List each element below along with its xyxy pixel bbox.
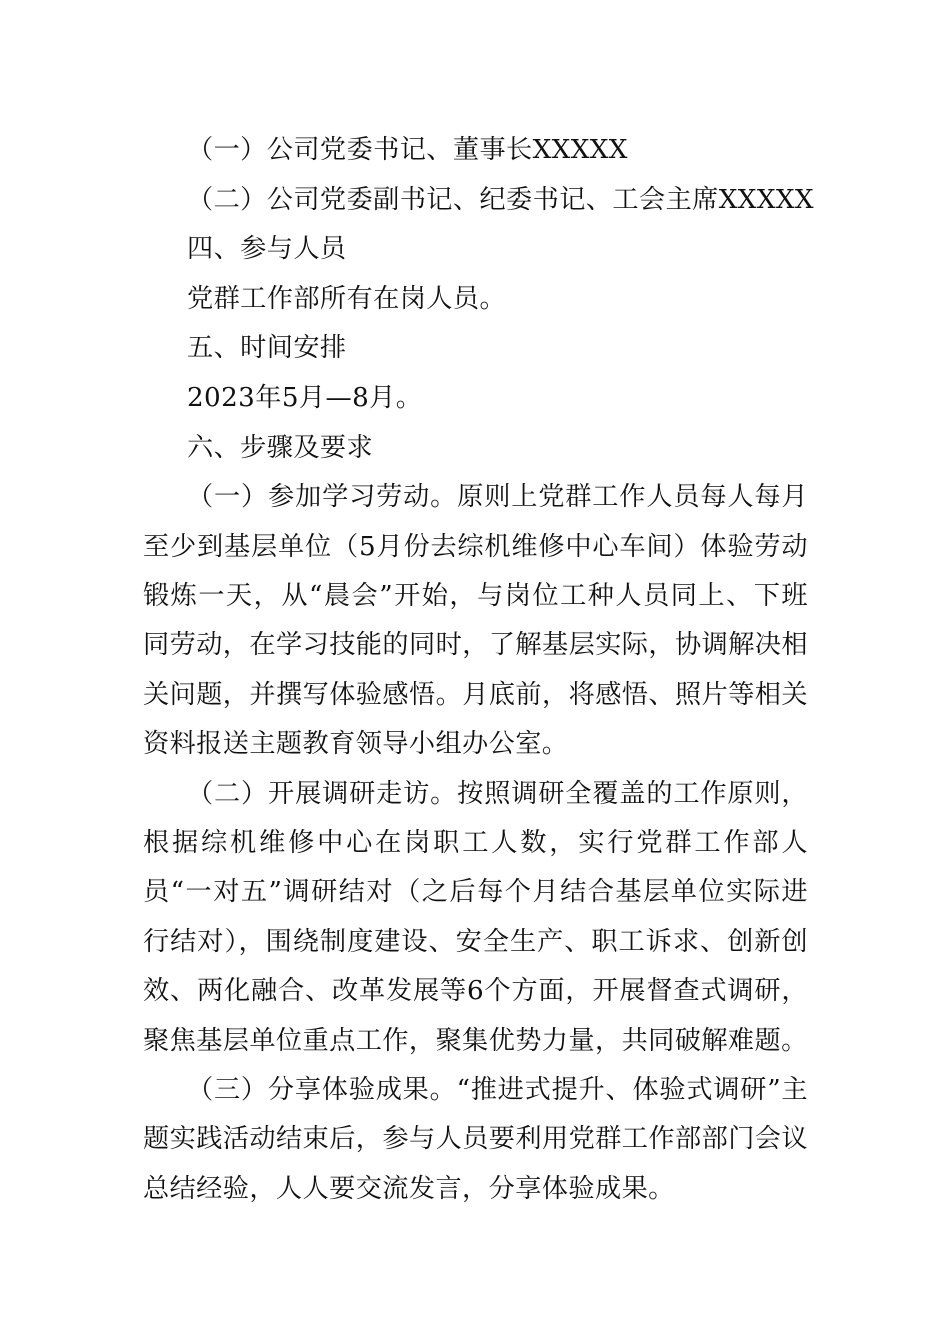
paragraph-research-visits: （二）开展调研走访。按照调研全覆盖的工作原则，根据综机维修中心在岗职工人数，实行党群工作部人员“一对五”调研结对（之后每个月结合基层单位实际进行结对），围绕制度建设、安全生产、职工诉求、创新创效、两化融合、改革发展等6个方面，开展督查式调研，聚焦基层单位重点工作，聚集优势力量，共同破解难题。 xyxy=(143,778,808,1056)
attendee-deputy-secretary: （二）公司党委副书记、纪委书记、工会主席XXXXX xyxy=(187,184,814,215)
participants-text: 党群工作部所有在岗人员。 xyxy=(187,283,507,314)
attendee-party-secretary: （一）公司党委书记、董事长XXXXX xyxy=(187,135,628,165)
paragraph-share-results: （三）分享体验成果。“推进式提升、体验式调研”主题实践活动结束后，参与人员要利用党群工作部部门会议总结经验，人人要交流发言，分享体验成果。 xyxy=(143,1075,808,1204)
section-heading-steps: 六、步骤及要求 xyxy=(187,432,374,463)
schedule-text: 2023年5月—8月。 xyxy=(187,382,423,413)
document-body xyxy=(143,126,814,1214)
section-heading-schedule: 五、时间安排 xyxy=(187,333,347,364)
section-heading-participants: 四、参与人员 xyxy=(187,234,347,265)
paragraph-learning-labor: （一）参加学习劳动。原则上党群工作人员每人每月至少到基层单位（5月份去综机维修中心车间）体验劳动锻炼一天，从“晨会”开始，与岗位工种人员同上、下班同劳动，在学习技能的同时，了解基层实际，协调解决相关问题，并撰写体验感悟。月底前，将感悟、照片等相关资料报送主题教育领导小组办公室。 xyxy=(143,482,808,760)
